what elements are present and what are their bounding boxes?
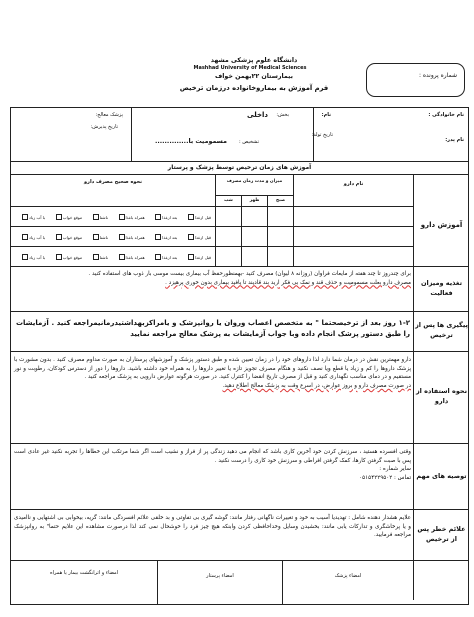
physician-signature-label: امضاء پزشک — [334, 573, 362, 579]
checkbox[interactable] — [119, 254, 125, 260]
birth-date-label: تاریخ تولد: — [311, 132, 333, 138]
notes-label: توصیه های مهم — [416, 472, 467, 480]
patient-signature-label: امضاء و اثرانگشت بیمار یا همراه — [49, 570, 119, 576]
checkbox[interactable] — [188, 254, 194, 260]
medication-use-text: دارو مهمترین نقش در درمان شما دارد لذا داروهای خود را در زمان تعیین شده و طبق دستور پزشک و آموزشهای پرستاران به صورت مداوم مصرف کنید . بدون مشورت با پزشک داروها را کم و زیاد یا قطع ویا نصف نکنید و هنگام مصرف تجویز تازه یا تغییر داروها را به همراه خود داشته باشید. داروها را دور از دسترس کودکان، رطوبت و نور مستقیم و در دمای مناسب نگهداری کنید و قبل از مصرف تاریخ انقضا را کنترل کنید. در صورت هرگونه عوارض دارویی به پزشک مراجعه کنید . در صورت مصرف دارو و بروز عوارض، در اسرع وقت به پزشک معالج اطلاع دهید. — [14, 357, 411, 389]
night-header: شب — [224, 198, 233, 203]
checkbox[interactable] — [22, 234, 28, 240]
checkbox[interactable] — [188, 234, 194, 240]
warning-signs-text: علایم هشدار دهنده شامل : تهدیدیا آسیب به خود و تغییرات ناگهانی رفتار مانند: گوشه گیری بی تفاوتی و بد خلقی علائم افسردگی مانند: گریه، بیخوابی بی اشتهایی و ناامیدی و یا پرخاشگری و تداركات یابی مانند: بخشیدن وسایل وخداحافظی کردن وابنکه هیچ چیز فرد را خوشحال نمی کند لذا درصورت مشاهده این علایم حتما" به روانپزشک مراجعه فرمایید. — [14, 515, 411, 539]
drug-name-header: نام دارو — [343, 181, 364, 187]
nurse-signature-label: امضاء پرستار — [206, 573, 234, 579]
notes-text: وقتی افسرده هستید ، سرزنش کردن خود آخرین کاری باشد که انجام می دهید زندگی پر از فراز و نشیب است اگر شما مرتکب این خطاها را تجربه نکنید غیر عادی است پس با صبت گرفتن کارها، کمک گرفتن افراطی و سرزنش خود کاری را درست نکنید . سایر شماره : تماس : ۰۵۱۵۴۲۲۹۵۰۲ — [14, 449, 411, 481]
university-name: دانشگاه علوم پزشکی مشهد — [210, 57, 298, 64]
checkbox[interactable] — [22, 214, 28, 220]
follow-up-text: ۱-۲ روز بعد از ترخیصحتما " به متخصص اعصاب وروان یا روانپزشک و یامراکزبهداشتیدرمانیمراجعه کنید . آزمایشات را طبق دستور پزشک انجام داده وبا جواب آزمایشات به پزشک معالج مراجعه نمایید — [16, 319, 410, 338]
follow-up-label: پیگیری ها پس از ترخیص — [415, 321, 468, 339]
physician-label: پزشک معالج: — [95, 112, 123, 118]
medication-use-label: نحوه استفاده از دارو — [415, 387, 468, 405]
admission-date-label: تاریخ پذیرش: — [90, 124, 118, 130]
checkbox[interactable] — [119, 214, 125, 220]
ward-value: داخلی — [247, 111, 268, 119]
drug-education-label: آموزش دارو — [420, 221, 463, 229]
correct-use-header: نحوه صحیح مصرف دارو — [83, 179, 143, 185]
checkbox[interactable] — [56, 254, 62, 260]
warning-signs-label: علائم خطر پس از ترخیص — [417, 525, 466, 543]
checkbox[interactable] — [22, 254, 28, 260]
checkbox[interactable] — [56, 214, 62, 220]
checkbox[interactable] — [155, 254, 161, 260]
checkbox[interactable] — [188, 214, 194, 220]
usage-options-row: قبل ازغذا بعد ازغذا همراه باغذا ناشتا موقع خواب با آب زیاد — [21, 214, 211, 220]
diagnosis-value: مسمومیت با.............. — [154, 138, 227, 145]
first-name-label: نام: — [321, 112, 331, 118]
checkbox[interactable] — [93, 214, 99, 220]
diagnosis-label: تشخیص : — [239, 139, 259, 145]
nutrition-text: برای چندروز تا چند هفته از مایعات فراوان (روزانه ۸ لیوان) مصرف کنید -بهمنظورحفظ آب بیماری بیست موسی بار ذوب های استفاده کنید . مصرف دارو بعلت مسمومیت و حذف قند و نمک بی فکر ارید بند قادیند تا یافید بیماری بدون خوری پرهیزد . — [88, 271, 411, 286]
form-title: فرم آموزش به بیماروخانواده درزمان ترخیص — [179, 84, 329, 92]
checkbox[interactable] — [119, 234, 125, 240]
checkbox[interactable] — [93, 234, 99, 240]
nutrition-label: تغذیه ومیزان فعالیت — [420, 279, 463, 297]
section-title: آموزش های زمان ترخیص توسط پزشک و پرستار — [167, 164, 312, 171]
usage-options-row: قبل ازغذا بعد ازغذا همراه باغذا ناشتا موقع خواب با آب زیاد — [21, 254, 211, 260]
checkbox[interactable] — [155, 234, 161, 240]
checkbox[interactable] — [93, 254, 99, 260]
record-number-box — [366, 63, 465, 97]
checkbox[interactable] — [155, 214, 161, 220]
father-name-label: نام پدر: — [445, 137, 464, 143]
noon-header: ظهر — [249, 198, 260, 203]
hospital-name: بیمارستان ۲۲بهمن خواف — [214, 73, 294, 80]
record-number-label: شماره پرونده : — [418, 72, 457, 79]
ward-label: بخش: — [276, 112, 289, 118]
morning-header: صبح — [275, 198, 285, 203]
usage-options-row: قبل ازغذا بعد ازغذا همراه باغذا ناشتا موقع خواب با آب زیاد — [21, 234, 211, 240]
last-name-label: نام خانوادگی : — [428, 112, 464, 118]
university-name-en: Mashhad University of Medical Sciences — [193, 65, 307, 71]
dose-time-header: میزان و مدت زمان مصرف — [226, 179, 283, 184]
checkbox[interactable] — [56, 234, 62, 240]
